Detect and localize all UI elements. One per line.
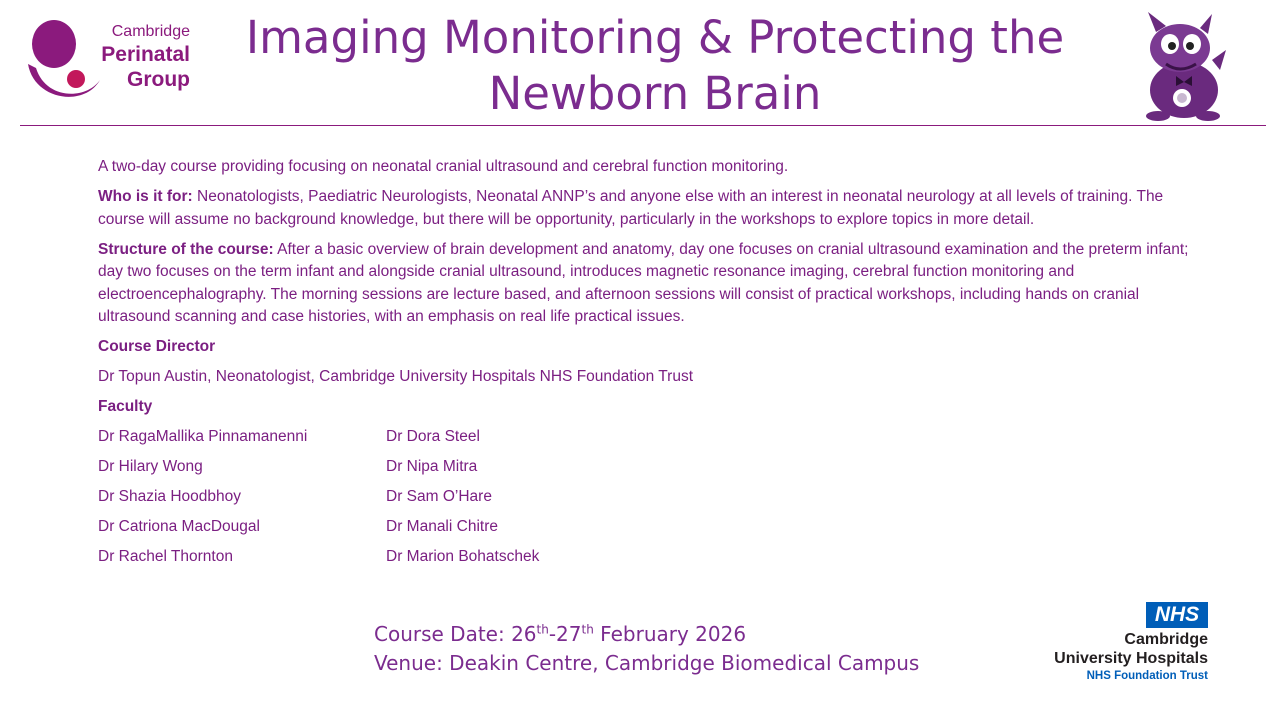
faculty-member: Dr Shazia Hoodbhoy	[98, 488, 242, 505]
course-venue: Venue: Deakin Centre, Cambridge Biomedical Campus	[374, 651, 920, 675]
intro-text: A two-day course providing focusing on neonatal cranial ultrasound and cerebral function monitoring.	[98, 158, 789, 175]
nhs-line-cambridge: Cambridge	[1124, 631, 1208, 648]
nhs-line-foundation-trust: NHS Foundation Trust	[1086, 670, 1208, 682]
page-title: Imaging Monitoring & Protecting the Newborn Brain	[245, 11, 1065, 120]
nhs-badge: NHS	[1146, 602, 1208, 628]
nhs-line-university-hospitals: University Hospitals	[1054, 650, 1208, 667]
audience-label: Who is it for:	[98, 188, 193, 205]
faculty-member: Dr Marion Bohatschek	[386, 548, 540, 565]
nhs-logo	[1040, 600, 1212, 684]
mascot	[1136, 10, 1228, 122]
logo-line-perinatal: Perinatal	[101, 43, 190, 66]
course-info	[374, 620, 919, 678]
faculty-member: Dr Catriona MacDougal	[98, 518, 260, 535]
audience-text: Neonatologists, Paediatric Neurologists, Neonatal ANNP’s and anyone else with an interest in neonatal neurology at all levels of training. The course will assume no background knowledge, but there will be opportunity, particularly in the workshops to explore topics in more detail.	[98, 188, 1164, 228]
faculty-member: Dr Manali Chitre	[386, 518, 498, 535]
faculty-member: Dr Dora Steel	[386, 428, 480, 445]
logo-line-group: Group	[127, 68, 190, 91]
structure-paragraph	[98, 239, 1190, 329]
audience-paragraph	[98, 186, 1190, 231]
faculty-member: Dr Rachel Thornton	[98, 548, 233, 565]
structure-text: After a basic overview of brain development and anatomy, day one focuses on cranial ultrasound examination and the preterm infant; day two focuses on the term infant and alongside cranial ultrasound, introduces magnetic resonance imaging, cerebral function monitoring and electroencephalography. The morning sessions are lecture based, and afternoon sessions will consist of practical workshops, including hands on cranial ultrasound scanning and case histories, with an emphasis on real life practical issues.	[98, 240, 1189, 325]
course-description	[98, 156, 1190, 569]
faculty-member: Dr RagaMallika Pinnamanenni	[98, 428, 308, 445]
purple-dragon-mascot-icon	[1136, 10, 1228, 122]
course-date: Course Date: 26th-27th February 2026	[374, 622, 747, 646]
faculty-member: Dr Sam O’Hare	[386, 488, 492, 505]
faculty-list	[98, 426, 1190, 569]
faculty-member: Dr Nipa Mitra	[386, 458, 478, 475]
structure-label: Structure of the course:	[98, 240, 274, 258]
director-name: Dr Topun Austin, Neonatologist, Cambridge University Hospitals NHS Foundation Trust	[98, 368, 694, 385]
faculty-heading: Faculty	[98, 398, 153, 415]
director-heading: Course Director	[98, 338, 216, 355]
logo-line-cambridge: Cambridge	[111, 23, 190, 40]
cambridge-perinatal-group-logo	[24, 16, 190, 108]
faculty-member: Dr Hilary Wong	[98, 458, 203, 475]
header-divider	[20, 125, 1266, 126]
